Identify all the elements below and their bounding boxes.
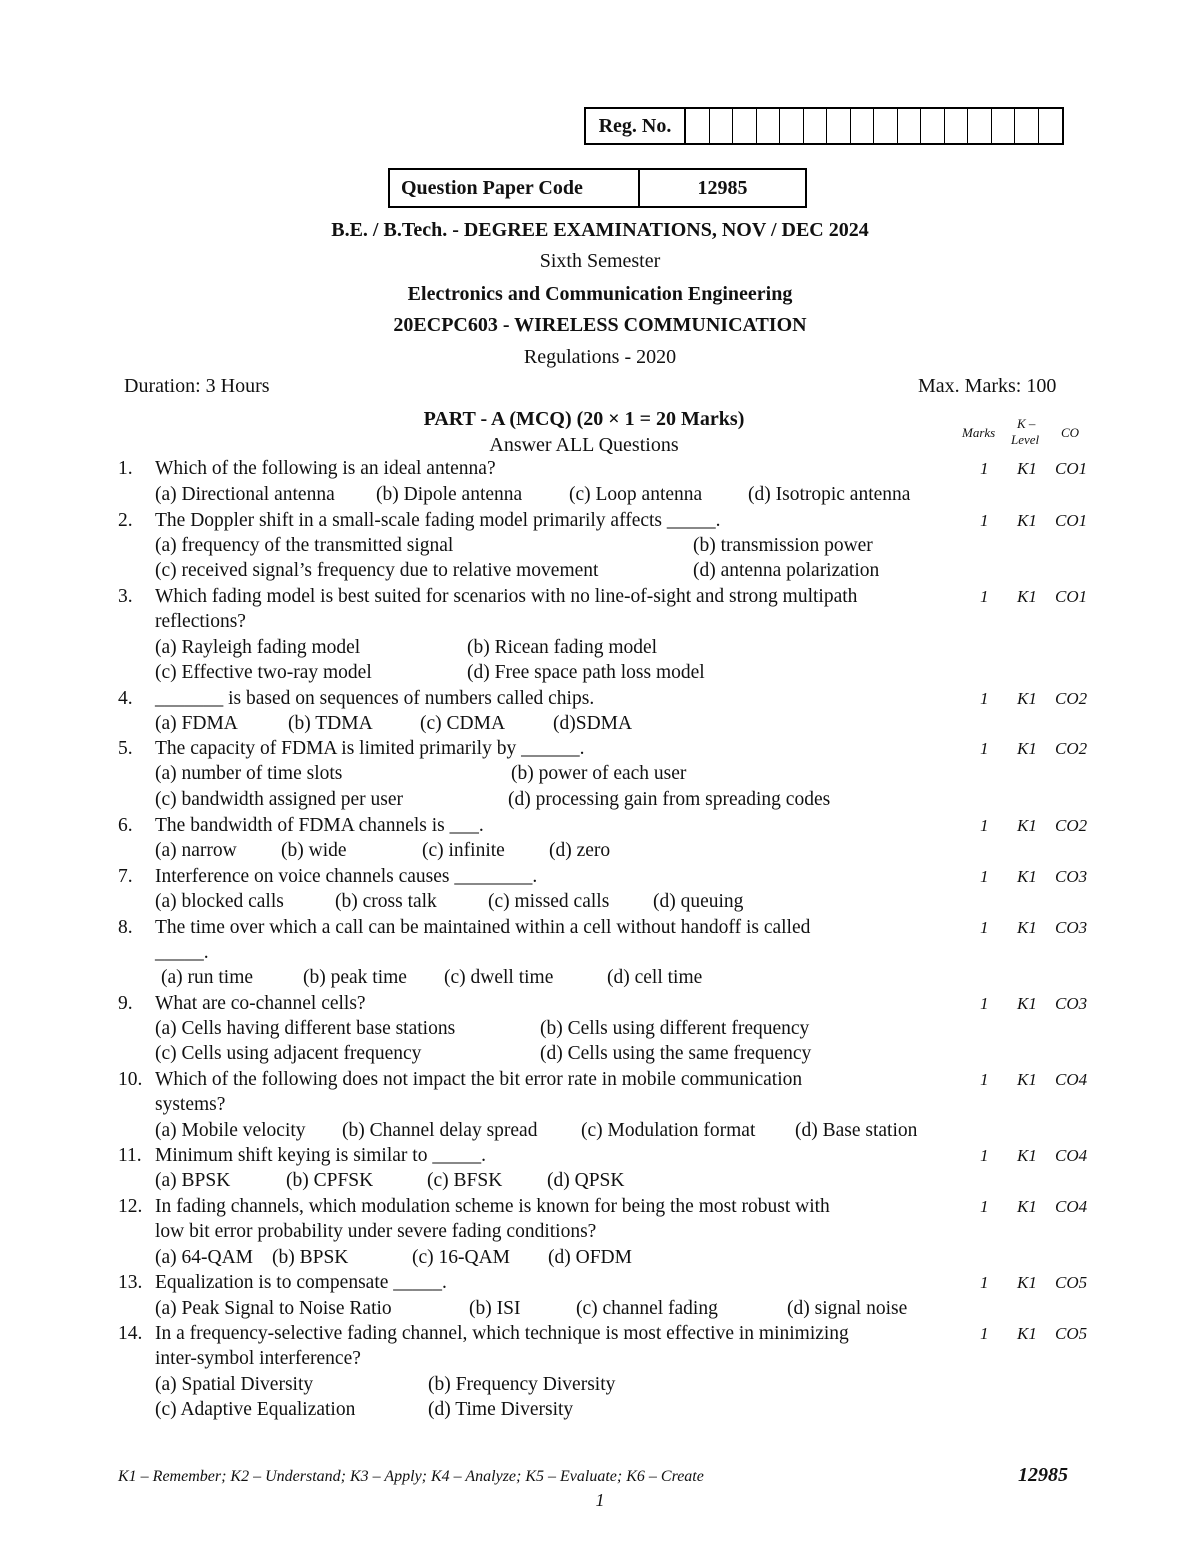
question-text-line: Minimum shift keying is similar to _____. — [155, 1145, 486, 1166]
option-text: (d)SDMA — [553, 713, 633, 734]
question-co: CO2 — [1055, 816, 1088, 835]
reg-no-label: Reg. No. — [586, 109, 686, 143]
option-text: (c) Adaptive Equalization — [155, 1399, 356, 1420]
question-text-line: In fading channels, which modulation scheme is known for being the most robust with — [155, 1196, 830, 1217]
question-text-line: inter-symbol interference? — [155, 1348, 361, 1369]
option-text: (c) infinite — [422, 840, 505, 861]
option-text: (d) OFDM — [548, 1247, 632, 1268]
option-text: (d) Free space path loss model — [467, 662, 705, 683]
question-text-line: The Doppler shift in a small-scale fading model primarily affects _____. — [155, 510, 721, 531]
question-k-level: K1 — [1017, 689, 1037, 708]
option-text: (d) processing gain from spreading codes — [508, 789, 831, 810]
reg-no-cell — [921, 109, 945, 143]
option-text: (b) power of each user — [511, 763, 687, 784]
qp-code-label: Question Paper Code — [390, 170, 640, 206]
question-number: 5. — [118, 738, 133, 759]
option-text: (d) Isotropic antenna — [748, 484, 911, 505]
question-marks: 1 — [980, 816, 989, 835]
option-text: (a) narrow — [155, 840, 237, 861]
option-text: (a) Spatial Diversity — [155, 1374, 314, 1395]
option-text: (c) bandwidth assigned per user — [155, 789, 404, 810]
option-text: (a) Cells having different base stations — [155, 1018, 456, 1039]
qp-code-value: 12985 — [697, 176, 748, 199]
option-text: (a) FDMA — [155, 713, 238, 734]
question-text-line: The time over which a call can be maintained within a cell without handoff is called — [155, 917, 811, 938]
option-text: (a) BPSK — [155, 1170, 231, 1191]
question-co: CO3 — [1055, 918, 1088, 937]
question-text-line: systems? — [155, 1094, 226, 1115]
question-marks: 1 — [980, 918, 989, 937]
option-text: (d) Base station — [795, 1120, 918, 1141]
option-text: (b) Ricean fading model — [467, 637, 658, 658]
question-k-level: K1 — [1017, 1273, 1037, 1292]
option-text: (a) Rayleigh fading model — [155, 637, 361, 658]
question-text-line: low bit error probability under severe fading conditions? — [155, 1221, 597, 1242]
duration: Duration: 3 Hours — [124, 375, 270, 397]
option-text: (d) cell time — [607, 967, 703, 988]
question-co: CO5 — [1055, 1273, 1088, 1292]
option-text: (c) channel fading — [576, 1298, 718, 1319]
option-text: (c) dwell time — [444, 967, 554, 988]
question-co: CO2 — [1055, 689, 1088, 708]
question-marks: 1 — [980, 1197, 989, 1216]
part-a-title: PART - A (MCQ) (20 × 1 = 20 Marks) — [423, 408, 745, 430]
question-marks: 1 — [980, 1273, 989, 1292]
option-text: (d) antenna polarization — [693, 560, 880, 581]
page-number: 1 — [595, 1490, 605, 1510]
reg-no-cell — [945, 109, 969, 143]
question-text-line: _______ is based on sequences of numbers called chips. — [155, 688, 595, 709]
question-number: 4. — [118, 688, 133, 709]
option-text: (c) Effective two-ray model — [155, 662, 372, 683]
question-number: 11. — [118, 1145, 142, 1166]
question-k-level: K1 — [1017, 1197, 1037, 1216]
reg-no-cell — [757, 109, 781, 143]
option-text: (d) Time Diversity — [428, 1399, 574, 1420]
regulations: Regulations - 2020 — [523, 346, 677, 368]
question-k-level: K1 — [1017, 1146, 1037, 1165]
question-marks: 1 — [980, 1070, 989, 1089]
reg-no-cell — [710, 109, 734, 143]
question-number: 12. — [118, 1196, 143, 1217]
course-title: 20ECPC603 - WIRELESS COMMUNICATION — [393, 314, 807, 336]
question-co: CO1 — [1055, 587, 1088, 606]
question-number: 1. — [118, 458, 133, 479]
option-text: (d) queuing — [653, 891, 744, 912]
option-text: (a) Mobile velocity — [155, 1120, 306, 1141]
question-co: CO4 — [1055, 1146, 1088, 1165]
option-text: (c) Loop antenna — [569, 484, 703, 505]
option-text: (c) CDMA — [420, 713, 506, 734]
question-text-line: Which fading model is best suited for scenarios with no line-of-sight and strong multipath — [155, 586, 858, 607]
k-level-legend: K1 – Remember; K2 – Understand; K3 – Apply; K4 – Analyze; K5 – Evaluate; K6 – Create — [118, 1468, 704, 1485]
reg-no-cell — [686, 109, 710, 143]
max-marks: Max. Marks: 100 — [918, 375, 1057, 397]
question-text-line: Equalization is to compensate _____. — [155, 1272, 447, 1293]
question-number: 14. — [118, 1323, 143, 1344]
option-text: (b) Dipole antenna — [376, 484, 523, 505]
option-text: (a) 64-QAM — [155, 1247, 254, 1268]
question-text-line: Which of the following is an ideal antenna? — [155, 458, 496, 479]
question-co: CO5 — [1055, 1324, 1088, 1343]
question-k-level: K1 — [1017, 587, 1037, 606]
option-text: (b) wide — [281, 840, 347, 861]
question-text-line: Interference on voice channels causes ________. — [155, 866, 538, 887]
semester: Sixth Semester — [539, 250, 661, 272]
question-marks: 1 — [980, 1146, 989, 1165]
option-text: (c) missed calls — [488, 891, 610, 912]
question-k-level: K1 — [1017, 994, 1037, 1013]
question-number: 7. — [118, 866, 133, 887]
question-marks: 1 — [980, 867, 989, 886]
question-marks: 1 — [980, 739, 989, 758]
option-text: (b) ISI — [469, 1298, 521, 1319]
question-co: CO1 — [1055, 459, 1088, 478]
col-marks-header: Marks — [962, 425, 996, 440]
question-number: 3. — [118, 586, 133, 607]
question-co: CO3 — [1055, 867, 1088, 886]
question-co: CO4 — [1055, 1197, 1088, 1216]
option-text: (c) BFSK — [427, 1170, 503, 1191]
option-text: (a) run time — [161, 967, 254, 988]
option-text: (b) transmission power — [693, 535, 873, 556]
reg-no-cell — [968, 109, 992, 143]
question-text-line: Which of the following does not impact the bit error rate in mobile communication — [155, 1069, 803, 1090]
question-number: 13. — [118, 1272, 143, 1293]
option-text: (c) received signal’s frequency due to relative movement — [155, 560, 599, 581]
option-text: (b) Channel delay spread — [342, 1120, 538, 1141]
option-text: (b) BPSK — [272, 1247, 349, 1268]
option-text: (b) peak time — [303, 967, 407, 988]
question-number: 8. — [118, 917, 133, 938]
reg-no-cell — [804, 109, 828, 143]
question-co: CO1 — [1055, 511, 1088, 530]
option-text: (a) number of time slots — [155, 763, 343, 784]
col-co-header: CO — [1061, 425, 1080, 440]
col-k-header-2: Level — [1011, 432, 1040, 447]
option-text: (d) Cells using the same frequency — [540, 1043, 812, 1064]
department: Electronics and Communication Engineering — [407, 283, 793, 305]
reg-no-box — [584, 107, 1064, 145]
question-co: CO3 — [1055, 994, 1088, 1013]
question-k-level: K1 — [1017, 459, 1037, 478]
question-marks: 1 — [980, 511, 989, 530]
reg-no-cell — [780, 109, 804, 143]
question-number: 6. — [118, 815, 133, 836]
question-number: 2. — [118, 510, 133, 531]
option-text: (a) Directional antenna — [155, 484, 335, 505]
option-text: (d) zero — [549, 840, 611, 861]
footer-code: 12985 — [1018, 1464, 1068, 1486]
question-k-level: K1 — [1017, 816, 1037, 835]
question-text-line: What are co-channel cells? — [155, 993, 366, 1014]
question-k-level: K1 — [1017, 739, 1037, 758]
question-text-line: In a frequency-selective fading channel, which technique is most effective in minimizing — [155, 1323, 849, 1344]
reg-no-cell — [1039, 109, 1063, 143]
option-text: (b) Cells using different frequency — [540, 1018, 810, 1039]
part-a-instruction: Answer ALL Questions — [489, 434, 679, 456]
question-k-level: K1 — [1017, 1324, 1037, 1343]
question-text-line: _____. — [155, 942, 209, 963]
question-k-level: K1 — [1017, 511, 1037, 530]
option-text: (a) blocked calls — [155, 891, 284, 912]
reg-no-cell — [992, 109, 1016, 143]
question-co: CO4 — [1055, 1070, 1088, 1089]
question-text-line: The bandwidth of FDMA channels is ___. — [155, 815, 484, 836]
reg-no-cell — [851, 109, 875, 143]
option-text: (b) TDMA — [288, 713, 373, 734]
col-k-header-1: K – — [1017, 416, 1036, 431]
option-text: (c) Modulation format — [581, 1120, 756, 1141]
question-marks: 1 — [980, 689, 989, 708]
reg-no-cell — [1015, 109, 1039, 143]
question-number: 10. — [118, 1069, 143, 1090]
question-k-level: K1 — [1017, 918, 1037, 937]
option-text: (b) cross talk — [335, 891, 437, 912]
question-co: CO2 — [1055, 739, 1088, 758]
reg-no-cell — [733, 109, 757, 143]
question-marks: 1 — [980, 459, 989, 478]
reg-no-cell — [874, 109, 898, 143]
question-k-level: K1 — [1017, 1070, 1037, 1089]
option-text: (a) Peak Signal to Noise Ratio — [155, 1298, 392, 1319]
question-text-line: The capacity of FDMA is limited primarily by ______. — [155, 738, 585, 759]
option-text: (d) signal noise — [787, 1298, 908, 1319]
option-text: (c) Cells using adjacent frequency — [155, 1043, 422, 1064]
option-text: (b) CPFSK — [286, 1170, 374, 1191]
option-text: (c) 16-QAM — [412, 1247, 511, 1268]
question-marks: 1 — [980, 1324, 989, 1343]
question-text-line: reflections? — [155, 611, 246, 632]
question-k-level: K1 — [1017, 867, 1037, 886]
question-paper-code-box — [388, 168, 807, 208]
reg-no-cell — [898, 109, 922, 143]
question-marks: 1 — [980, 994, 989, 1013]
exam-title: B.E. / B.Tech. - DEGREE EXAMINATIONS, NOV / DEC 2024 — [331, 219, 869, 241]
option-text: (a) frequency of the transmitted signal — [155, 535, 454, 556]
reg-no-cell — [827, 109, 851, 143]
option-text: (d) QPSK — [547, 1170, 625, 1191]
option-text: (b) Frequency Diversity — [428, 1374, 616, 1395]
question-marks: 1 — [980, 587, 989, 606]
question-number: 9. — [118, 993, 133, 1014]
